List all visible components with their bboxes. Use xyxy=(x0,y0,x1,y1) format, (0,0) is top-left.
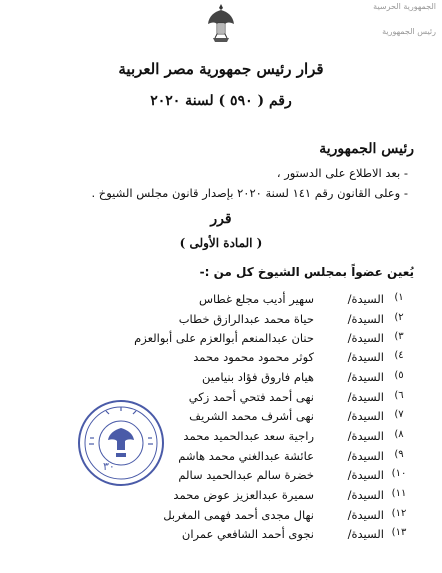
honorific: السيدة/ xyxy=(347,292,384,306)
list-item xyxy=(0,429,442,447)
member-name: هيام فاروق فؤاد بنيامين xyxy=(202,370,314,384)
list-item xyxy=(0,508,442,526)
member-name: نهى أشرف محمد الشريف xyxy=(189,409,314,423)
item-number: ١٠) xyxy=(391,468,407,479)
appointment-intro: يُعين عضواً بمجلس الشيوخ كل من :- xyxy=(199,265,414,279)
list-item xyxy=(0,370,442,388)
list-item xyxy=(0,527,442,545)
honorific: السيدة/ xyxy=(347,350,384,364)
honorific: السيدة/ xyxy=(347,527,384,541)
handwritten-note-side: رئيس الجمهورية xyxy=(382,27,436,36)
member-name: عائشة عبدالغني محمد هاشم xyxy=(178,449,314,463)
item-number: ١٢) xyxy=(391,508,407,519)
item-number: ٥) xyxy=(394,370,404,381)
member-name: حياة محمد عبدالرازق خطاب xyxy=(178,312,314,326)
member-name: سميرة عبدالعزيز عوض محمد xyxy=(173,488,314,502)
honorific: السيدة/ xyxy=(347,390,384,404)
member-name: خضرة سالم عبدالحميد سالم xyxy=(178,468,314,482)
list-item xyxy=(0,449,442,467)
item-number: ٦) xyxy=(394,390,404,401)
honorific: السيدة/ xyxy=(347,331,384,345)
item-number: ١١) xyxy=(391,488,407,499)
list-item xyxy=(0,331,442,349)
honorific: السيدة/ xyxy=(347,429,384,443)
honorific: السيدة/ xyxy=(347,449,384,463)
handwritten-note-top: الجمهورية الحرسية xyxy=(373,2,436,11)
list-item xyxy=(0,468,442,486)
eagle-emblem-icon xyxy=(206,2,236,46)
member-name: سهير أديب مجلع غطاس xyxy=(198,292,314,306)
official-seal-icon xyxy=(76,398,166,488)
member-name: نهال مجدى أحمد فهمى المغربل xyxy=(163,508,314,522)
list-item xyxy=(0,292,442,310)
honorific: السيدة/ xyxy=(347,508,384,522)
item-number: ١٣) xyxy=(391,527,407,538)
list-item xyxy=(0,350,442,368)
decree-title: قرار رئيس جمهورية مصر العربية xyxy=(118,60,324,78)
list-item xyxy=(0,390,442,408)
member-name: كوثر محمود محمود محمد xyxy=(193,350,314,364)
item-number: ٩) xyxy=(394,449,404,460)
preamble-line: - بعد الاطلاع على الدستور ، xyxy=(276,166,408,180)
honorific: السيدة/ xyxy=(347,468,384,482)
preamble-line: - وعلى القانون رقم ١٤١ لسنة ٢٠٢٠ بإصدار قانون مجلس الشيوخ . xyxy=(91,186,408,200)
list-item xyxy=(0,409,442,427)
section-heading: رئيس الجمهورية xyxy=(319,141,414,157)
item-number: ٤) xyxy=(394,350,404,361)
seal-page-number: ٣٠ xyxy=(103,460,115,473)
item-number: ٢) xyxy=(394,312,404,323)
decree-number: رقم ( ٥٩٠ ) لسنة ٢٠٢٠ xyxy=(150,93,292,109)
member-name: نهى أحمد فتحي أحمد زكي xyxy=(188,390,314,404)
honorific: السيدة/ xyxy=(347,370,384,384)
honorific: السيدة/ xyxy=(347,409,384,423)
item-number: ٧) xyxy=(394,409,404,420)
member-name: نجوى أحمد الشافعي عمران xyxy=(181,527,314,541)
item-number: ٨) xyxy=(394,429,404,440)
decision-heading: قرر xyxy=(210,211,232,227)
item-number: ٣) xyxy=(394,331,404,342)
honorific: السيدة/ xyxy=(347,488,384,502)
article-heading: ( المادة الأولى ) xyxy=(179,236,263,250)
honorific: السيدة/ xyxy=(347,312,384,326)
item-number: ١) xyxy=(394,292,404,303)
list-item xyxy=(0,312,442,330)
list-item xyxy=(0,488,442,506)
member-name: راجية سعد عبدالحميد محمد xyxy=(183,429,314,443)
member-name: حنان عبدالمنعم أبوالعزم على أبوالعزم xyxy=(134,331,314,345)
